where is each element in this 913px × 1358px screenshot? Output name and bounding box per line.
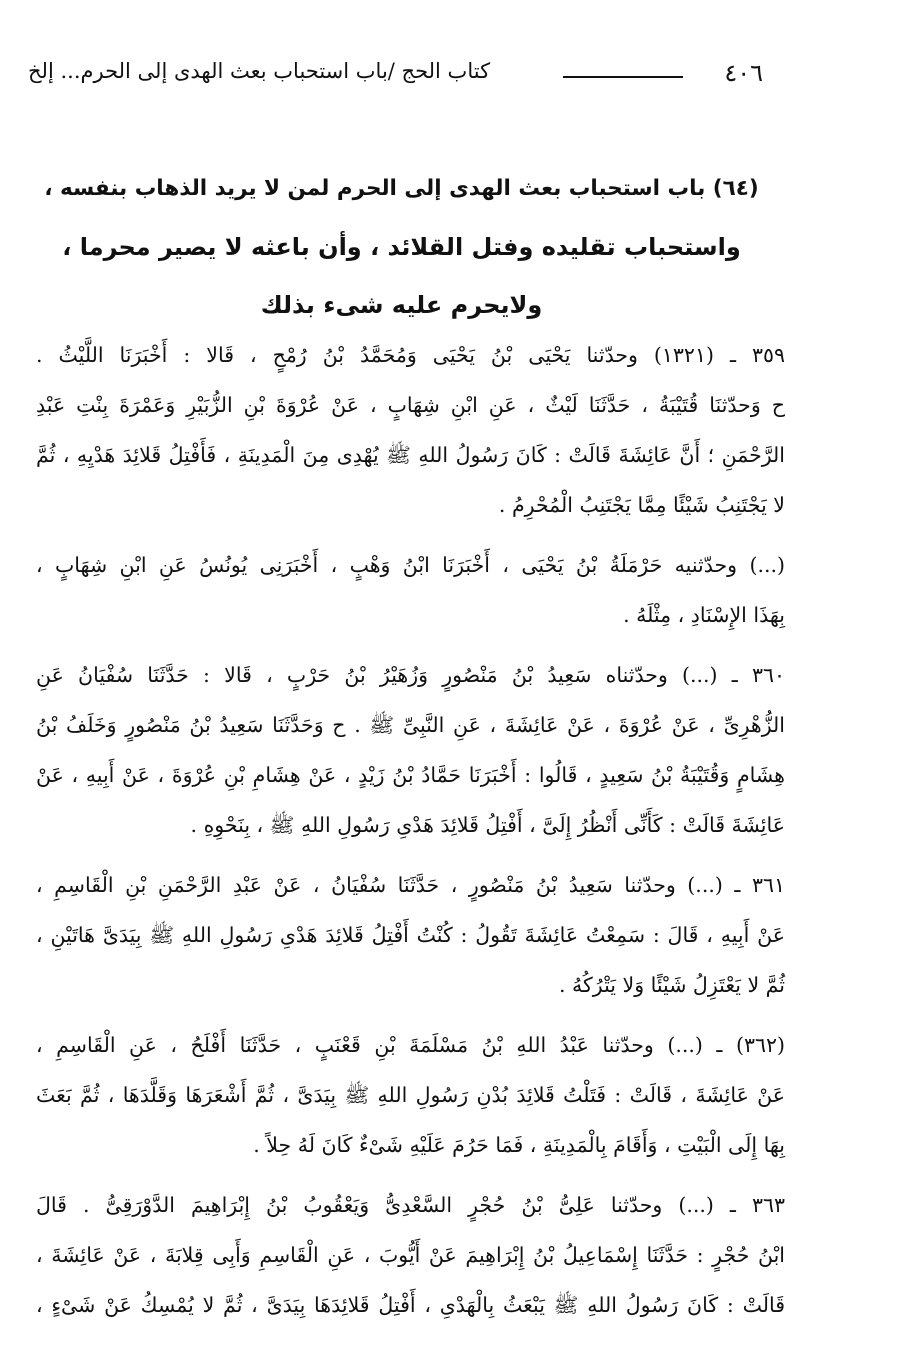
text-line: هِشَامٍ وَقُتَيْبَةُ بْنُ سَعِيدٍ ، قَالُوا : أَخْبَرَنَا حَمَّادُ بْنُ زَيْدٍ ، عَنْ هِشَامِ بْنِ عُرْوَةَ ، عَنْ أَبِيهِ ، عَنْ — [36, 763, 785, 787]
running-title: كتاب الحج /باب استحباب بعث الهدى إلى الحرم... إلخ — [28, 59, 491, 83]
chapter-title-line: (٦٤) باب استحباب بعث الهدى إلى الحرم لمن لا يريد الذهاب بنفسه ، — [44, 176, 759, 201]
text-line: ٣٥٩ ـ (١٣٢١) وحدّثنا يَحْيَى بْنُ يَحْيَى وَمُحَمَّدُ بْنُ رُمْحٍ ، قَالا : أَخْبَرَنَا اللَّيْثُ . — [36, 343, 785, 367]
text-line: لا يَجْتَنِبُ شَيْئًا مِمَّا يَجْتَنِبُ الْمُحْرِمُ . — [498, 493, 785, 517]
hadith-paragraph — [36, 540, 785, 640]
text-line: ابْنُ حُجْرٍ : حَدَّثَنَا إِسْمَاعِيلُ بْنُ إِبْرَاهِيمَ عَنْ أَيُّوبَ ، عَنِ الْقَاسِمِ وَأَبِى قِلابَةَ ، عَنْ عَائِشَةَ ، — [36, 1243, 785, 1267]
header-rule — [563, 76, 683, 78]
text-line: الرَّحْمَنِ ؛ أَنَّ عَائِشَةَ قَالَتْ : كَانَ رَسُولُ اللهِ ﷺ يُهْدِى مِنَ الْمَدِينَةِ ، فَأَفْتِلُ قَلائِدَ هَدْيِهِ ، ثُمَّ — [36, 443, 785, 467]
hadith-paragraph — [36, 1180, 785, 1330]
text-line: عَنْ أَبِيهِ ، قَالَ : سَمِعْتُ عَائِشَةَ تَقُولُ : كُنْتُ أَفْتِلُ قَلائِدَ هَدْىِ رَسُولِ اللهِ ﷺ بِيَدَىَّ هَاتَيْنِ ، — [36, 923, 785, 947]
text-line: ٣٦١ ـ (...) وحدّثنا سَعِيدُ بْنُ مَنْصُورٍ ، حَدَّثَنَا سُفْيَانُ ، عَنْ عَبْدِ الرَّحْمَنِ بْنِ الْقَاسِمِ ، — [36, 873, 785, 897]
chapter-title — [40, 160, 763, 334]
text-line: قَالَتْ : كَانَ رَسُولُ اللهِ ﷺ يَبْعَثُ بِالْهَدْىِ ، أَفْتِلُ قَلائِدَهَا بِيَدَىَّ ، ثُمَّ لا يُمْسِكُ عَنْ شَىْءٍ ، — [36, 1293, 785, 1317]
text-line: ثُمَّ لا يَعْتَزِلُ شَيْئًا وَلا يَتْرُكُهُ . — [559, 973, 785, 997]
text-line: عَنْ عَائِشَةَ ، قَالَتْ : فَتَلْتُ قَلائِدَ بُدْنِ رَسُولِ اللهِ ﷺ بِيَدَىَّ ، ثُمَّ أَشْعَرَهَا وَقَلَّدَهَا ، ثُمَّ بَعَثَ — [36, 1083, 785, 1107]
page-number: ٤٠٦ — [724, 59, 763, 87]
chapter-title-line: ولايحرم عليه شىء بذلك — [260, 291, 543, 319]
hadith-paragraph — [36, 1020, 785, 1170]
text-line: الزُّهْرِىِّ ، عَنْ عُرْوَةَ ، عَنْ عَائِشَةَ ، عَنِ النَّبِىِّ ﷺ . ح وَحَدَّثَنَا سَعِيدُ بْنُ مَنْصُورٍ وَخَلَفُ بْنُ — [36, 713, 785, 737]
hadith-paragraph — [36, 860, 785, 1010]
text-line: ٣٦٠ ـ (...) وحدّثناه سَعِيدُ بْنُ مَنْصُورٍ وَزُهَيْرُ بْنُ حَرْبٍ ، قَالا : حَدَّثَنَا سُفْيَانُ عَنِ — [36, 663, 785, 687]
text-line: ٣٦٣ ـ (...) وحدّثنا عَلِىُّ بْنُ حُجْرٍ السَّعْدِىُّ وَيَعْقُوبُ بْنُ إِبْرَاهِيمَ الدَّوْرَقِىُّ . قَالَ — [36, 1193, 785, 1217]
chapter-title-line: واستحباب تقليده وفتل القلائد ، وأن باعثه لا يصير محرما ، — [62, 233, 741, 261]
text-line: عَائِشَةَ قَالَتْ : كَأَنِّى أَنْظُرُ إِلَىَّ ، أَفْتِلُ قَلائِدَ هَدْىِ رَسُولِ اللهِ ﷺ ، بِنَحْوِهِ . — [190, 813, 785, 837]
text-line: ح وَحدّثنَا قُتَيْبَةُ ، حَدَّثَنَا لَيْثٌ ، عَنِ ابْنِ شِهَابٍ ، عَنْ عُرْوَةَ بْنِ الزُّبَيْرِ وَعَمْرَةَ بِنْتِ عَبْدِ — [36, 393, 785, 417]
hadith-paragraph — [36, 330, 785, 530]
text-line: (...) وحدّثنيه حَرْمَلَةُ بْنُ يَحْيَى ، أَخْبَرَنَا ابْنُ وَهْبٍ ، أَخْبَرَنِى يُونُسُ عَنِ ابْنِ شِهَابٍ ، — [36, 553, 785, 577]
text-line: بِهَذَا الإِسْنَادِ ، مِثْلَهُ . — [623, 603, 785, 627]
text-line: بِهَا إِلَى الْبَيْتِ ، وَأَقَامَ بِالْمَدِينَةِ ، فَمَا حَرُمَ عَلَيْهِ شَىْءٌ كَانَ لَهُ حِلاً . — [253, 1133, 785, 1157]
hadith-paragraph — [36, 650, 785, 850]
hadith-body — [36, 330, 785, 1340]
text-line: (٣٦٢) ـ (...) وحدّثنا عَبْدُ اللهِ بْنُ مَسْلَمَةَ بْنِ قَعْنَبٍ ، حَدَّثَنَا أَفْلَحُ ، عَنِ الْقَاسِمِ ، — [36, 1033, 785, 1057]
